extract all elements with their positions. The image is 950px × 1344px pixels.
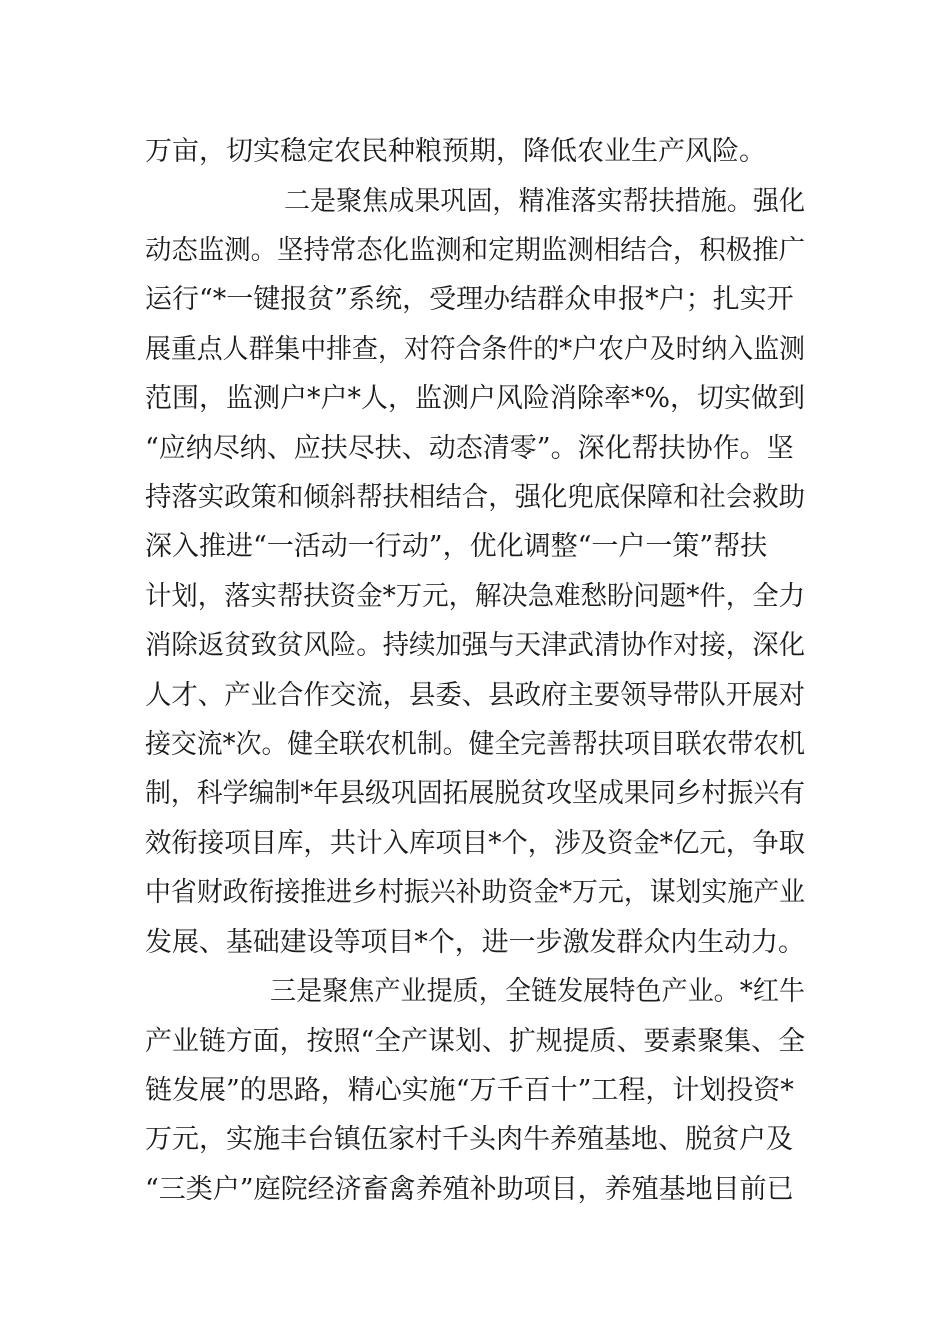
line-text: 展重点人群集中排查，对符合条件的*户农户及时纳入监测 bbox=[145, 334, 805, 365]
paragraph-line bbox=[145, 231, 950, 271]
line-text: 计划，落实帮扶资金*万元，解决急难愁盼问题*件，全力 bbox=[145, 581, 806, 612]
line-text: 持落实政策和倾斜帮扶相结合，强化兜底保障和社会救助 bbox=[145, 482, 806, 513]
paragraph-line bbox=[145, 527, 950, 567]
paragraph-line bbox=[284, 182, 950, 222]
line-text: 三是聚焦产业提质，全链发展特色产业。*红牛 bbox=[270, 976, 806, 1007]
paragraph-line bbox=[145, 824, 950, 864]
paragraph-line bbox=[145, 676, 950, 716]
paragraph-line bbox=[145, 330, 950, 370]
paragraph-line bbox=[145, 774, 950, 814]
line-text: 范围，监测户*户*人，监测户风险消除率*%，切实做到 bbox=[145, 383, 806, 414]
paragraph-line bbox=[145, 626, 950, 666]
paragraph-line bbox=[145, 429, 950, 469]
line-text: 深入推进“一活动一行动”，优化调整“一户一策”帮扶 bbox=[145, 531, 768, 562]
line-text: 链发展”的思路，精心实施“万千百十”工程，计划投资* bbox=[145, 1075, 794, 1106]
paragraph-line bbox=[145, 280, 950, 320]
line-text: 二是聚焦成果巩固，精准落实帮扶措施。强化 bbox=[284, 186, 805, 217]
line-text: 发展、基础建设等项目*个，进一步激发群众内生动力。 bbox=[145, 927, 805, 958]
paragraph-line bbox=[145, 577, 950, 617]
line-text: “三类户”庭院经济畜禽养殖补助项目，养殖基地目前已 bbox=[145, 1174, 794, 1205]
line-text: “应纳尽纳、应扶尽扶、动态清零”。深化帮扶协作。坚 bbox=[145, 433, 794, 464]
paragraph-line bbox=[145, 132, 950, 172]
line-text: 万元，实施丰台镇伍家村千头肉牛养殖基地、脱贫户及 bbox=[145, 1124, 793, 1155]
paragraph-line bbox=[145, 725, 950, 765]
paragraph-line bbox=[145, 1071, 950, 1111]
line-text: 万亩，切实稳定农民种粮预期，降低农业生产风险。 bbox=[145, 136, 766, 167]
paragraph-line bbox=[145, 873, 950, 913]
line-text: 消除返贫致贫风险。持续加强与天津武清协作对接，深化 bbox=[145, 630, 806, 661]
line-text: 接交流*次。健全联农机制。健全完善帮扶项目联农带农机 bbox=[145, 729, 805, 760]
line-text: 人才、产业合作交流，县委、县政府主要领导带队开展对 bbox=[145, 680, 806, 711]
paragraph-line bbox=[145, 379, 950, 419]
line-text: 动态监测。坚持常态化监测和定期监测相结合，积极推广 bbox=[145, 235, 806, 266]
line-text: 产业链方面，按照“全产谋划、扩规提质、要素聚集、全 bbox=[145, 1026, 806, 1057]
paragraph-line bbox=[145, 1170, 950, 1210]
paragraph-line bbox=[145, 1022, 950, 1062]
line-text: 效衔接项目库，共计入库项目*个，涉及资金*亿元，争取 bbox=[145, 828, 806, 859]
paragraph-line bbox=[145, 923, 950, 963]
line-text: 制，科学编制*年县级巩固拓展脱贫攻坚成果同乡村振兴有 bbox=[145, 778, 805, 809]
line-text: 运行“*一键报贫”系统，受理办结群众申报*户；扎实开 bbox=[145, 284, 794, 315]
line-text: 中省财政衔接推进乡村振兴补助资金*万元，谋划实施产业 bbox=[145, 877, 805, 908]
paragraph-line bbox=[145, 1120, 950, 1160]
paragraph-line bbox=[270, 972, 950, 1012]
paragraph-line bbox=[145, 478, 950, 518]
